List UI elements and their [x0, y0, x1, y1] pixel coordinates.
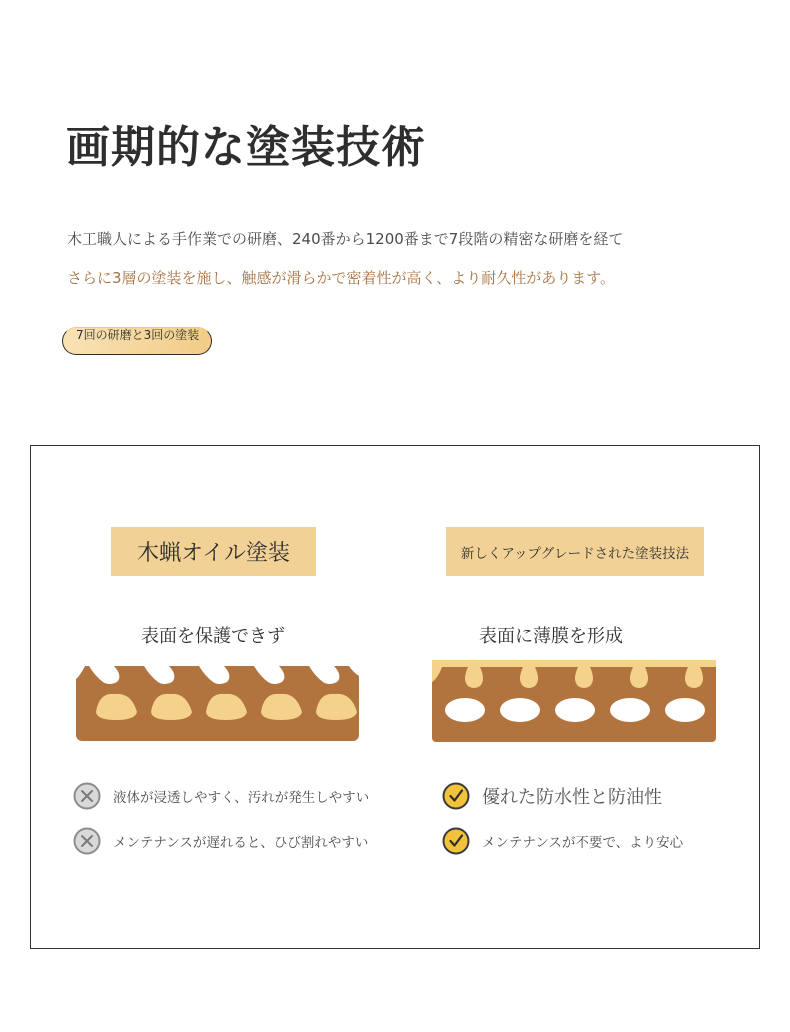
left-feature-2	[73, 827, 368, 855]
upgraded-coating-badge: 新しくアップグレードされた塗装技法	[446, 527, 704, 576]
description-line-2: さらに3層の塗装を施し、触感が滑らかで密着性が高く、より耐久性があります。	[67, 269, 616, 287]
right-feature-1	[442, 782, 662, 810]
check-circle-icon	[442, 782, 470, 810]
left-feature-1	[73, 782, 369, 810]
x-circle-icon	[73, 827, 101, 855]
wax-oil-coating-badge: 木蝋オイル塗装	[111, 527, 316, 576]
sanding-coating-badge-label: 7回の研磨と3回の塗装	[76, 328, 200, 342]
left-feature-2-text: メンテナンスが遅れると、ひび割れやすい	[113, 835, 369, 851]
right-feature-1-text: 優れた防水性と防油性	[482, 787, 662, 808]
right-feature-2-text: メンテナンスが不要で、より安心	[482, 835, 684, 851]
film-coated-surface-illustration	[432, 660, 716, 742]
left-feature-1-text: 液体が浸透しやすく、汚れが発生しやすい	[113, 790, 370, 806]
sanding-coating-badge	[62, 327, 212, 355]
left-subtitle: 表面を保護できず	[141, 626, 285, 647]
description-line-1: 木工職人による手作業での研磨、240番から1200番まで7段階の精密な研磨を経て	[67, 230, 624, 248]
right-subtitle: 表面に薄膜を形成	[479, 626, 623, 647]
unprotected-surface-illustration	[75, 666, 359, 742]
x-circle-icon	[73, 782, 101, 810]
comparison-card	[30, 445, 760, 949]
check-circle-icon	[442, 827, 470, 855]
right-feature-2	[442, 827, 683, 855]
page-title: 画期的な塗装技術	[66, 122, 426, 173]
